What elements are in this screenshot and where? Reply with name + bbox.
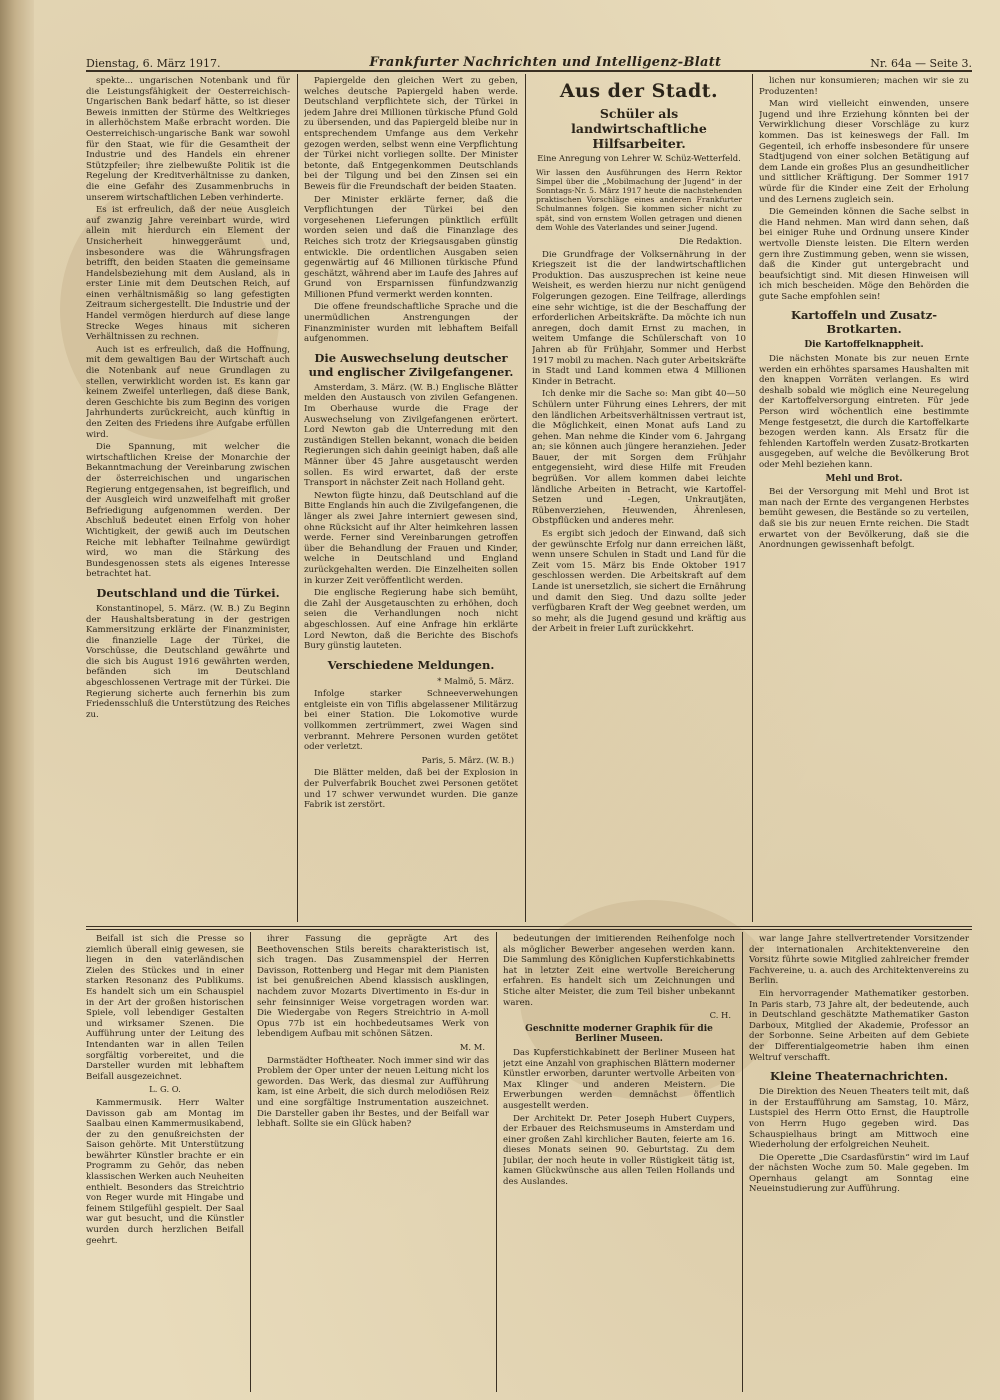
editorial-signature: Die Redaktion. bbox=[679, 236, 742, 247]
article-heading: Kleine Theaternachrichten. bbox=[769, 1069, 949, 1084]
article-paragraph: Der Minister erklärte ferner, daß die Verpflichtungen der Türkei bei den vorgesehenen Lieferungen pünktlich erfüllt worden seien und daß die Finanzlage des Reiches sich trotz der Kriegsausgaben günstig entwickle. Die ordentlichen Ausgaben seien gegenwärtig auf 46 Millionen türkische Pfund geschätzt, während aber im Laufe des Jahres auf Grund von Ersparnissen fünfundzwanzig Millionen Pfund vermerkt werden konnten. bbox=[304, 194, 518, 300]
article-paragraph: Ich denke mir die Sache so: Man gibt 40—50 Schülern unter Führung eines Lehrers, der mit den ländlichen Arbeitsverhältnissen vertraut ist, die Möglichkeit, einen Monat aufs Land zu gehen. Man nehme die Kinder vom 6. Jahrgang an; sie können auch jüngere heranziehen. Jeder Bauer, der mit Sorgen dem Frühjahr entgegensieht, wird diese Hilfe mit Freuden begrüßen. Vor allem kommen dabei leichte ländliche Arbeiten in Betracht, wie Kartoffel-Setzen und -Legen, Unkrautjäten, Rübenverziehen, Heuwenden, Ährenlesen, Obstpflücken und anderes mehr. bbox=[532, 389, 746, 527]
article-paragraph: Die Gemeinden können die Sache selbst in die Hand nehmen. Man wird dann sehen, daß bei einiger Ruhe und Ordnung unsere Kinder wertvolle Dienste leisten. Die Eltern werden gern ihre Zustimmung geben, wenn sie wissen, daß die Kinder gut untergebracht und beaufsichtigt sind. Mit diesen Hinweisen will ich mich bescheiden. Möge den Behörden die gute Sache empfohlen sein! bbox=[759, 207, 969, 302]
article-paragraph: Die Spannung, mit welcher die wirtschaftlichen Kreise der Monarchie der Bekanntmachung der Vereinbarung zwischen der österreichischen und ungarischen Regierung entgegensahen, ist begreiflich, und der Ausgleich wird unzweifelhaft mit großer Befriedigung aufgenommen werden. Der Abschluß bedeutet einen Erfolg von hoher Wichtigkeit, der gewiß auch im Deutschen Reiche mit lebhafter Teilnahme gewürdigt wird, wo man die Stärkung des Bundesgenossen stets als eigenes Interesse betrachtet hat. bbox=[86, 442, 290, 580]
page-number: Nr. 64a — Seite 3. bbox=[870, 57, 972, 70]
article-heading: Schüler als landwirtschaftliche Hilfsarbeiter. bbox=[571, 106, 707, 151]
article-heading: Verschiedene Meldungen. bbox=[327, 657, 495, 672]
article-paragraph: Die Grundfrage der Volksernährung in der Kriegszeit ist die der landwirtschaftlichen Produktion. Das auszusprechen ist keine neue Weisheit, es werden hierzu nur nicht genügend Folgerungen gezogen. Eine Teilfrage, allerdings eine sehr wichtige, ist die der Beschaffung der erforderlichen Arbeitskräfte. Da möchte ich nun anregen, doch damit Ernst zu machen, in weitem Umfange die Schülerschaft von 10 Jahren ab für Frühjahr, Sommer und Herbst 1917 mobil zu machen. Nach guter Arbeitskräfte in Stadt und Land kommen etwa 4 Millionen Kinder in Betracht. bbox=[532, 249, 746, 387]
article-paragraph: Amsterdam, 3. März. (W. B.) Englische Blätter melden den Austausch von zivilen Gefangenen. Im Oberhause wurde die Frage der Auswechselung von Zivilgefangenen erörtert. Lord Newton gab die Unterredung mit den zuständigen Stellen bekannt, wonach die beiden Regierungen sich dahin geeinigt haben, daß alle Männer über 45 Jahre ausgetauscht werden sollen. Es wird erwartet, daß der erste Transport in nächster Zeit nach Holland geht. bbox=[304, 382, 518, 489]
article-paragraph: Die offene freundschaftliche Sprache und die unermüdlichen Anstrengungen der Finanzminister wurden mit lebhaftem Beifall aufgenommen. bbox=[304, 302, 518, 345]
article-paragraph: Es ergibt sich jedoch der Einwand, daß sich der gewünschte Erfolg nur dann erreichen läßt, wenn unsere Schulen in Stadt und Land für die Zeit vom 15. März bis Ende Oktober 1917 geschlossen werden. Die Arbeitskraft auf dem Lande ist unersetzlich, sie sichert die Ernährung und damit den Sieg. Und dazu sollte jeder verfügbaren Kraft der Weg geebnet werden, um so mehr, als die Jugend gesund und kräftig aus der Arbeit in freier Luft zurückkehrt. bbox=[532, 529, 746, 635]
article-paragraph: Der Architekt Dr. Peter Joseph Hubert Cuypers, der Erbauer des Reichsmuseums in Amsterdam und einer großen Zahl kirchlicher Bauten, feierte am 16. dieses Monats seinen 90. Geburtstag. Zu dem Jubilar, der noch heute in voller Rüstigkeit tätig ist, kamen Glückwünsche aus allen Teilen Hollands und des Auslandes. bbox=[503, 1113, 735, 1188]
article-paragraph: Auch ist es erfreulich, daß die Hoffnung, mit dem gewaltigen Bau der Wirtschaft auch die Notenbank auf neue Grundlagen zu stellen, verwirklicht worden ist. Es kann gar keinem Zweifel unterliegen, daß diese Bank, deren Geschichte bis zum Beginn des vorigen Jahrhunderts zurückreicht, auch künftig in den Zeiten des Friedens ihre Aufgabe erfüllen wird. bbox=[86, 344, 290, 440]
article-paragraph: Die nächsten Monate bis zur neuen Ernte werden ein erhöhtes sparsames Haushalten mit den knappen Vorräten verlangen. Es wird deshalb sobald wie möglich eine Neuregelung der Kartoffelversorgung eintreten. Für jede Person wird wöchentlich eine bestimmte Menge festgesetzt, die durch die Kartoffelkarte bezogen werden kann. Als Ersatz für die fehlenden Kartoffeln werden Zusatz-Brotkarten ausgegeben, auf welche die Bevölkerung Brot oder Mehl beziehen kann. bbox=[759, 354, 969, 470]
bottom-column-2 bbox=[257, 934, 489, 1392]
article-paragraph: Darmstädter Hoftheater. Noch immer sind wir das Problem der Oper unter der neuen Leitung nicht los geworden. Das Werk, das diesmal zur Aufführung kam, ist eine Arbeit, die sich durch melodiösen Reiz und eine sorgfältige Instrumentation auszeichnet. Die Darsteller gaben ihr Bestes, und der Beifall war lebhaft. Sollte sie ein Glück haben? bbox=[257, 1055, 489, 1130]
article-signature: M. M. bbox=[459, 1041, 485, 1052]
article-heading: Geschnitte moderner Graphik für die Berliner Museen. bbox=[525, 1023, 713, 1045]
article-paragraph: Es ist erfreulich, daß der neue Ausgleich auf zwanzig Jahre vereinbart wurde, wird allein mit hierdurch ein Element der Unsicherheit hinweggeräumt und, insbesondere was die Währungsfragen betrifft, den beiden Staaten die gemeinsame Handelsbeziehung mit dem Ausland, als in erster Linie mit dem Deutschen Reich, auf einen verhältnismäßig so lang gefestigten Zeitraum sichergestellt. Die Industrie und der Handel vermögen hierdurch auf diese lange Strecke Weges hinaus mit sicheren Verhältnissen zu rechnen. bbox=[86, 205, 290, 343]
article-paragraph: ihrer Fassung die geprägte Art des Beethovenschen Stils bereits charakteristisch ist, sich tragen. Das Zusammenspiel der Herren Davisson, Rottenberg und Hegar mit dem Pianisten ist bei genußreichen Abend klassisch ausklingen, nachdem zuvor Mozarts Divertimento in Es-dur in sehr feinsinniger Weise vorgetragen worden war. Die Wiedergabe von Regers Streichtrio in A-moll Opus 77b ist ein hochbedeutsames Werk von lebendigem Aufbau mit schönen Sätzen. bbox=[257, 934, 489, 1040]
article-paragraph: Ein hervorragender Mathematiker gestorben. In Paris starb, 73 Jahre alt, der bedeutende, auch in Deutschland geschätzte Mathematiker Gaston Darboux, Mitglied der Akademie, Professor an der Sorbonne. Seine Arbeiten auf dem Gebiete der Differentialgeometrie haben ihm einen Weltruf verschafft. bbox=[749, 988, 969, 1063]
article-signature: C. H. bbox=[709, 1010, 731, 1021]
article-paragraph: Die englische Regierung habe sich bemüht, die Zahl der Ausgetauschten zu erhöhen, doch seien die Verhandlungen noch nicht abgeschlossen. Auf eine Anfrage hin erklärte Lord Newton, daß die Berichte des Bischofs Bury günstig lauteten. bbox=[304, 588, 518, 652]
column-rule bbox=[752, 74, 753, 922]
section-rule bbox=[86, 929, 972, 930]
article-paragraph: spekte... ungarischen Notenbank und für die Leistungsfähigkeit der Oesterreichisch-Ungarischen Bank bedarf hätte, so ist dieser Beweis inmitten der Stürme des Weltkrieges in allerhöchstem Maße erbracht worden. Die Oesterreichisch-ungarische Bank war sowohl für den Staat, wie für die Gesamtheit der Industrie und des Handels ein ehrener Stützpfeiler; ihre zielbewußte Politik ist die Regelung der Kreditverhältnisse zu danken, die eine Gefahr des Zusammenbruchs in unserem wirtschaftlichen Leben verhinderte. bbox=[86, 76, 290, 203]
bottom-column-4 bbox=[749, 934, 969, 1392]
article-paragraph: Bei der Versorgung mit Mehl und Brot ist man nach der Ernte des vergangenen Herbstes bemüht gewesen, die Bestände so zu verteilen, daß sie bis zur neuen Ernte reichen. Die Stadt erwartet von der Bevölkerung, daß sie die Anordnungen gewissenhaft befolgt. bbox=[759, 487, 969, 551]
issue-date: Dienstag, 6. März 1917. bbox=[86, 57, 221, 70]
dateline: * Malmö, 5. März. bbox=[437, 675, 514, 686]
article-paragraph: Die Blätter melden, daß bei der Explosion in der Pulverfabrik Bouchet zwei Personen getötet und 17 schwer verwundet wurden. Die ganze Fabrik ist zerstört. bbox=[304, 768, 518, 811]
article-paragraph: bedeutungen der imitierenden Reihenfolge noch als möglicher Bewerber angesehen werden kann. Die Sammlung des Königlichen Kupferstichkabinetts hat in letzter Zeit eine wertvolle Bereicherung erfahren. Es handelt sich um Zeichnungen und Stiche alter Meister, die zum Teil bisher unbekannt waren. bbox=[503, 934, 735, 1008]
editorial-note: Wir lassen den Ausführungen des Herrn Rektor Simpel über die „Mobilmachung der Jugend“ in der Sonntags-Nr. 5. März 1917 heute die nachstehenden praktischen Vorschläge eines anderen Frankfurter Schulmannes folgen. Sie kommen sicher nicht zu spät, sind von ernstem Wollen getragen und dienen dem Wohle des Vaterlandes und seiner Jugend. bbox=[536, 167, 742, 232]
article-paragraph: Newton fügte hinzu, daß Deutschland auf die Bitte Englands hin auch die Zivilgefangenen, die länger als zwei Jahre interniert gewesen sind, ohne Rücksicht auf ihr Alter heimkehren lassen werde. Ferner sind Vereinbarungen getroffen über die Behandlung der Frauen und Kinder, welche in Deutschland und England zurückgehalten werden. Die Einzelheiten sollen in kurzer Zeit veröffentlicht werden. bbox=[304, 490, 518, 586]
bottom-column-3 bbox=[503, 934, 735, 1392]
article-paragraph: Papiergelde den gleichen Wert zu geben, welches deutsche Papiergeld haben werde. Deutschland verpflichtete sich, der Türkei in jedem Jahre drei Millionen türkische Pfund Gold zu übersenden, und das Papiergeld bleibe nur in entsprechendem Umfange aus dem Verkehr gezogen werden, selbst wenn eine Verpflichtung der Türkei nicht vorliegen sollte. Der Minister betonte, daß Entgegenkommen Deutschlands bei der Tilgung und bei den Zinsen sei ein Beweis für die Freundschaft der beiden Staaten. bbox=[304, 76, 518, 192]
article-paragraph: war lange Jahre stellvertretender Vorsitzender der internationalen Architektenvereine den Vorsitz führte sowie Mitglied zahlreicher fremder Fachvereine, u. a. auch des Architektenvereins zu Berlin. bbox=[749, 934, 969, 987]
page-binding-edge bbox=[0, 0, 34, 1400]
dateline: Paris, 5. März. (W. B.) bbox=[421, 754, 514, 765]
column-4 bbox=[759, 76, 969, 924]
page-header bbox=[86, 44, 972, 72]
article-paragraph: Kammermusik. Herr Walter Davisson gab am Montag im Saalbau einen Kammermusikabend, der zu den genußreichsten der Saison gehörte. Mit Unterstützung bewährter Künstler brachte er ein Programm zu Gehör, das neben klassischen Werken auch Neuheiten enthielt. Besonders das Streichtrio von Reger wurde mit Hingabe und feinem Stilgefühl gespielt. Der Saal war gut besucht, und die Künstler wurden durch herzlichen Beifall geehrt. bbox=[86, 1097, 244, 1246]
article-heading: Die Auswechselung deutscher und englischer Zivilgefangener. bbox=[308, 350, 514, 379]
column-1 bbox=[86, 76, 290, 924]
column-rule bbox=[250, 932, 251, 1392]
article-subheading: Mehl und Brot. bbox=[825, 473, 903, 484]
article-paragraph: lichen nur konsumieren; machen wir sie zu Produzenten! bbox=[759, 76, 969, 97]
article-paragraph: Die Direktion des Neuen Theaters teilt mit, daß in der Erstaufführung am Samstag, 10. März, Lustspiel des Herrn Otto Ernst, die Hauptrolle von Herrn Hugo gegeben wird. Das Schauspielhaus bringt am Mittwoch eine Wiederholung der erfolgreichen Neuheit. bbox=[749, 1087, 969, 1151]
article-paragraph: Man wird vielleicht einwenden, unsere Jugend und ihre Erziehung könnten bei der Verwirklichung dieser Vorschläge zu kurz kommen. Das ist keineswegs der Fall. Im Gegenteil, ich erhoffe insbesondere für unsere Stadtjugend von einer solchen Betätigung auf dem Lande ein großes Plus an gesundheitlicher und sittlicher Kräftigung. Der Sommer 1917 würde für die Kinder eine Zeit der Erholung und des Lernens zugleich sein. bbox=[759, 99, 969, 205]
article-paragraph: Beifall ist sich die Presse so ziemlich überall einig gewesen, sie liegen in den vaterländischen Zielen des Stückes und in einer starken Resonanz des Publikums. Es handelt sich um ein Schauspiel in der Art der großen historischen Spiele, voll lebendiger Gestalten und wirksamer Szenen. Die Aufführung unter der Leitung des Intendanten war in allen Teilen sorgfältig vorbereitet, und die Darsteller wurden mit lebhaftem Beifall ausgezeichnet. bbox=[86, 934, 244, 1082]
column-2 bbox=[304, 76, 518, 924]
article-signature: L. G. O. bbox=[149, 1084, 181, 1095]
section-rule bbox=[86, 926, 972, 927]
article-heading: Deutschland und die Türkei. bbox=[96, 585, 280, 600]
bottom-column-1 bbox=[86, 934, 244, 1392]
column-3 bbox=[532, 76, 746, 924]
article-paragraph: Die Operette „Die Csardasfürstin“ wird im Lauf der nächsten Woche zum 50. Male gegeben. Im Opernhaus gelangt am Sonntag eine Neueinstudierung zur Aufführung. bbox=[749, 1152, 969, 1195]
article-byline: Eine Anregung von Lehrer W. Schüz-Wetterfeld. bbox=[537, 153, 741, 163]
article-paragraph: Konstantinopel, 5. März. (W. B.) Zu Beginn der Haushaltsberatung in der gestrigen Kammersitzung erklärte der Finanzminister, die finanzielle Lage der Türkei, die Vorschüsse, die Deutschland gewährte und die sich bis August 1916 gewährten werden, befänden sich im Deutschland abgeschlossenen Vertrage mit der Türkei. Die Regierung sicherte auch fernerhin bis zum Friedensschluß die Unterstützung des Reiches zu. bbox=[86, 603, 290, 720]
column-rule bbox=[496, 932, 497, 1392]
article-heading: Kartoffeln und Zusatz-Brotkarten. bbox=[790, 308, 938, 337]
section-heading: Aus der Stadt. bbox=[559, 80, 719, 102]
column-rule bbox=[297, 74, 298, 922]
article-paragraph: Infolge starker Schneeverwehungen entgleiste ein von Tiflis abgelassener Militärzug bei einer Station. Die Lokomotive wurde vollkommen zertrümmert, zwei Wagen sind verbrannt. Mehrere Personen wurden getötet oder verletzt. bbox=[304, 689, 518, 753]
masthead: Frankfurter Nachrichten und Intelligenz-Blatt bbox=[369, 55, 722, 70]
article-subheading: Die Kartoffelknappheit. bbox=[804, 340, 924, 351]
article-paragraph: Das Kupferstichkabinett der Berliner Museen hat jetzt eine Anzahl von graphischen Blättern moderner Künstler erworben, darunter wertvolle Arbeiten von Max Klinger und anderen Meistern. Die Erwerbungen werden demnächst öffentlich ausgestellt werden. bbox=[503, 1047, 735, 1111]
column-rule bbox=[525, 74, 526, 922]
column-rule bbox=[742, 932, 743, 1392]
